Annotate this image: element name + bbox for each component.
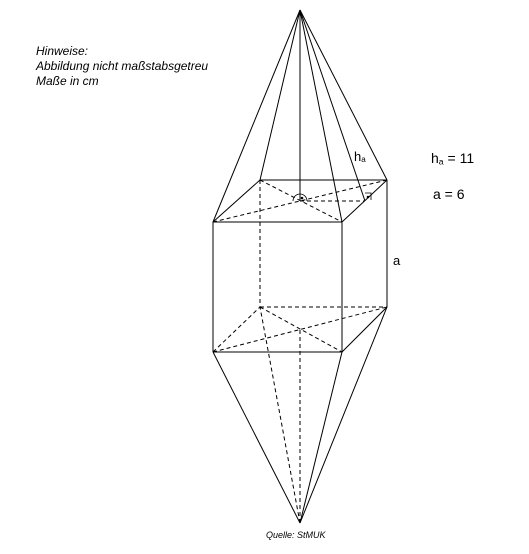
given-a-value: a = 6 (433, 186, 465, 202)
notes-units-remark: Maße in cm (36, 74, 99, 88)
lower-pyramid-hidden-edge (260, 307, 300, 523)
notes-heading: Hinweise: (36, 44, 89, 58)
notes-scale-remark: Abbildung nicht maßstabsgetreu (36, 59, 209, 73)
cube-visible-edges (213, 180, 387, 352)
cube-hidden-edges (213, 180, 387, 352)
upper-pyramid-edges (213, 10, 387, 222)
source-credit: Quelle: StMUK (266, 530, 326, 540)
edge-label-a: a (393, 253, 401, 268)
given-ha-value: $h_a = 11$ (431, 150, 475, 167)
height-label-ha: $h_a$ (354, 149, 366, 165)
